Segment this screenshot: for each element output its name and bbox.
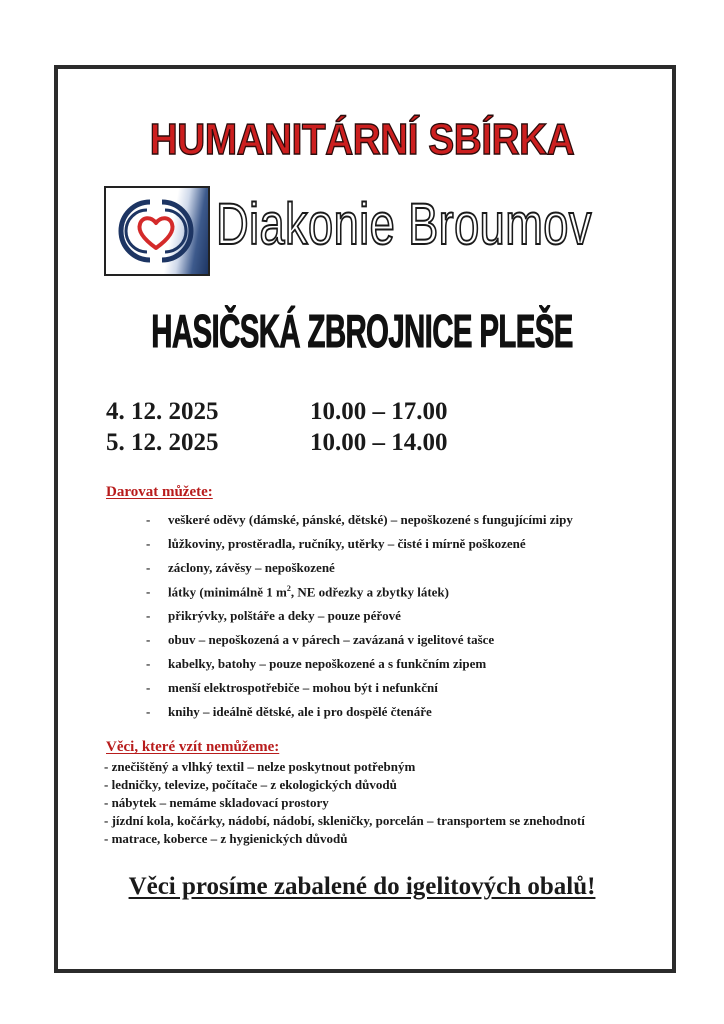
- list-item: [146, 628, 573, 652]
- list-item: - ledničky, televize, počítače – z ekologických důvodů: [104, 777, 397, 792]
- list-item: - jízdní kola, kočárky, nádobí, nádobí, skleničky, porcelán – transportem se znehodnotí: [104, 813, 585, 828]
- list-item: - matrace, koberce – z hygienických důvodů: [104, 831, 348, 846]
- item-text: záclony, závěsy – nepoškozené: [168, 560, 335, 575]
- dash-bullet: -: [146, 536, 151, 551]
- schedule-time: 10.00 – 14.00: [310, 429, 448, 456]
- item-text: obuv – nepoškozená a v párech – zavázaná v igelitové tašce: [168, 632, 495, 647]
- schedule-row: [106, 396, 448, 427]
- item-text: knihy – ideálně dětské, ale i pro dospělé čtenáře: [168, 704, 432, 719]
- list-item: [146, 508, 573, 532]
- donate-heading: Darovat můžete:: [106, 484, 213, 500]
- event-schedule: [106, 396, 448, 458]
- list-item: [146, 700, 573, 724]
- schedule-row: [106, 427, 448, 458]
- list-item: [146, 604, 573, 628]
- refuse-heading: Věci, které vzít nemůžeme:: [106, 739, 280, 755]
- diakonie-logo: [104, 186, 210, 276]
- list-item: [146, 556, 573, 580]
- item-text-part: , NE odřezky a zbytky látek): [290, 584, 449, 600]
- dash-bullet: -: [146, 560, 151, 575]
- list-item: [146, 580, 573, 604]
- list-item: - znečištěný a vlhký textil – nelze poskytnout potřebným: [104, 759, 416, 774]
- dash-bullet: -: [146, 512, 151, 527]
- event-location: HASIČSKÁ ZBROJNICE PLEŠE: [151, 305, 573, 357]
- dash-bullet: -: [146, 584, 151, 599]
- item-text-part: látky (minimálně 1 m: [168, 584, 287, 600]
- dash-bullet: -: [146, 704, 151, 719]
- heart-circle-icon: [116, 198, 196, 264]
- item-text: [168, 584, 449, 600]
- organization-name: Diakonie Broumov: [216, 192, 592, 257]
- donate-list: [146, 508, 573, 724]
- dash-bullet: -: [146, 632, 151, 647]
- schedule-date: 5. 12. 2025: [106, 429, 219, 456]
- refuse-list: [104, 758, 585, 848]
- schedule-time: 10.00 – 17.00: [310, 398, 448, 425]
- superscript: 2: [286, 583, 291, 593]
- item-text: menší elektrospotřebiče – mohou být i nefunkční: [168, 680, 438, 695]
- dash-bullet: -: [146, 680, 151, 695]
- item-text: kabelky, batohy – pouze nepoškozené a s funkčním zipem: [168, 656, 487, 671]
- dash-bullet: -: [146, 608, 151, 623]
- dash-bullet: -: [146, 656, 151, 671]
- list-item: - nábytek – nemáme skladovací prostory: [104, 795, 329, 810]
- poster-title: HUMANITÁRNÍ SBÍRKA: [149, 115, 575, 164]
- list-item: [146, 652, 573, 676]
- list-item: [146, 676, 573, 700]
- item-text: přikrývky, polštáře a deky – pouze péřové: [168, 608, 401, 623]
- schedule-date: 4. 12. 2025: [106, 398, 219, 425]
- list-item: [146, 532, 573, 556]
- packing-note: Věci prosíme zabalené do igelitových obalů!: [128, 873, 596, 900]
- item-text: veškeré oděvy (dámské, pánské, dětské) – nepoškozené s fungujícími zipy: [168, 512, 573, 527]
- item-text: lůžkoviny, prostěradla, ručníky, utěrky – čisté i mírně poškozené: [168, 536, 526, 551]
